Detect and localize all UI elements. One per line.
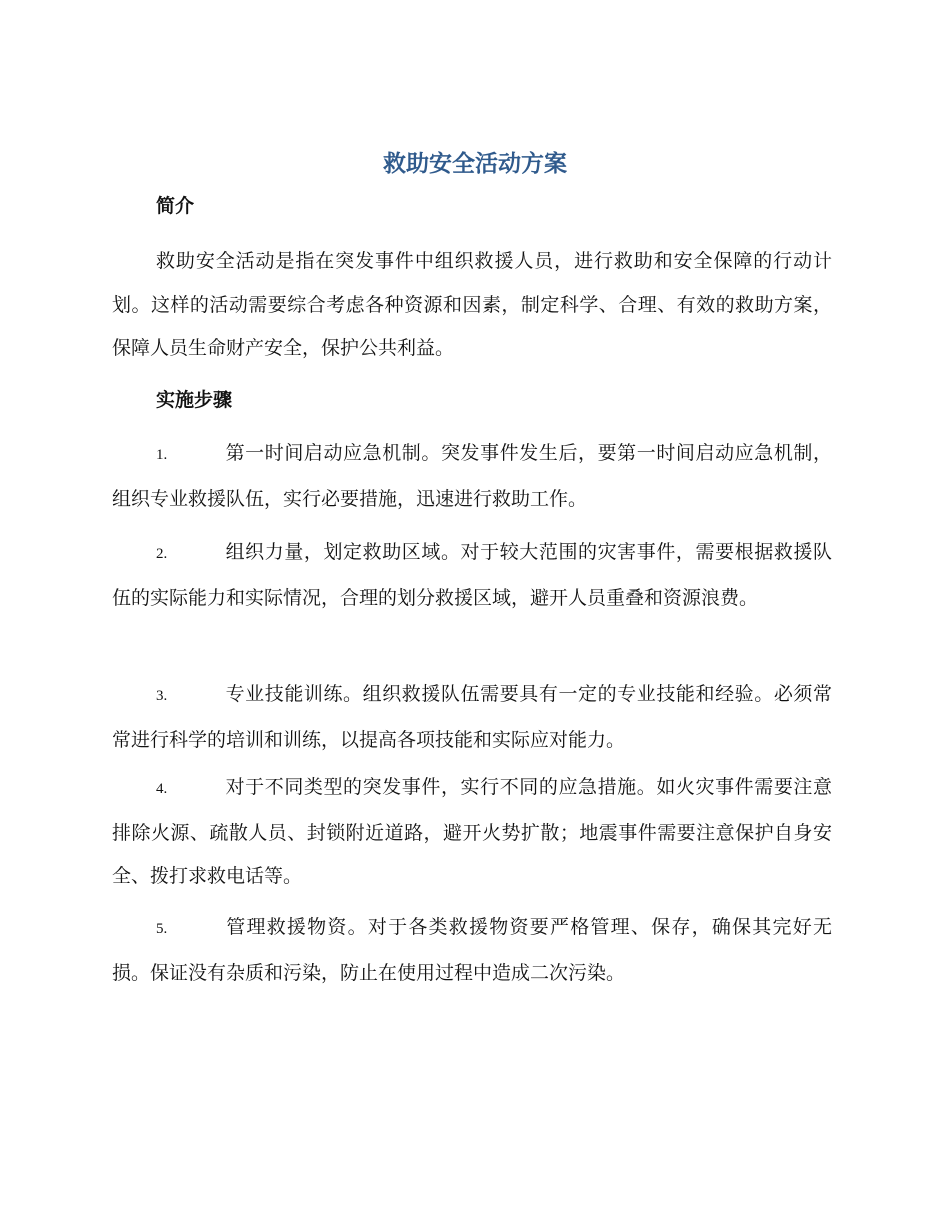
step-text: 第一时间启动应急机制。突发事件发生后，要第一时间启动应急机制，组织专业救援队伍，实行必要措施，迅速进行救助工作。 xyxy=(112,442,832,510)
step-number: 3. xyxy=(156,688,168,704)
section-heading-intro: 简介 xyxy=(156,195,195,217)
step-number: 4. xyxy=(156,781,168,797)
step-number: 2. xyxy=(156,546,168,562)
step-number: 5. xyxy=(156,921,168,937)
step-item-3 xyxy=(112,673,832,762)
step-text: 组织力量，划定救助区域。对于较大范围的灾害事件，需要根据救援队伍的实际能力和实际情况，合理的划分救援区域，避开人员重叠和资源浪费。 xyxy=(112,541,832,609)
step-item-4 xyxy=(112,766,832,899)
step-text: 专业技能训练。组织救援队伍需要具有一定的专业技能和经验。必须常常进行科学的培训和训练，以提高各项技能和实际应对能力。 xyxy=(112,683,832,751)
step-text: 对于不同类型的突发事件，实行不同的应急措施。如火灾事件需要注意排除火源、疏散人员、封锁附近道路，避开火势扩散；地震事件需要注意保护自身安全、拨打求救电话等。 xyxy=(112,776,832,887)
step-number: 1. xyxy=(156,447,168,463)
section-heading-steps: 实施步骤 xyxy=(156,389,233,411)
step-item-2 xyxy=(112,531,832,620)
step-item-5 xyxy=(112,906,832,995)
step-text: 管理救援物资。对于各类救援物资要严格管理、保存，确保其完好无损。保证没有杂质和污染，防止在使用过程中造成二次污染。 xyxy=(112,916,832,984)
step-item-1 xyxy=(112,432,832,521)
intro-paragraph: 救助安全活动是指在突发事件中组织救援人员，进行救助和安全保障的行动计划。这样的活动需要综合考虑各种资源和因素，制定科学、合理、有效的救助方案，保障人员生命财产安全，保护公共利益。 xyxy=(112,250,832,359)
document-title: 救助安全活动方案 xyxy=(383,151,567,177)
